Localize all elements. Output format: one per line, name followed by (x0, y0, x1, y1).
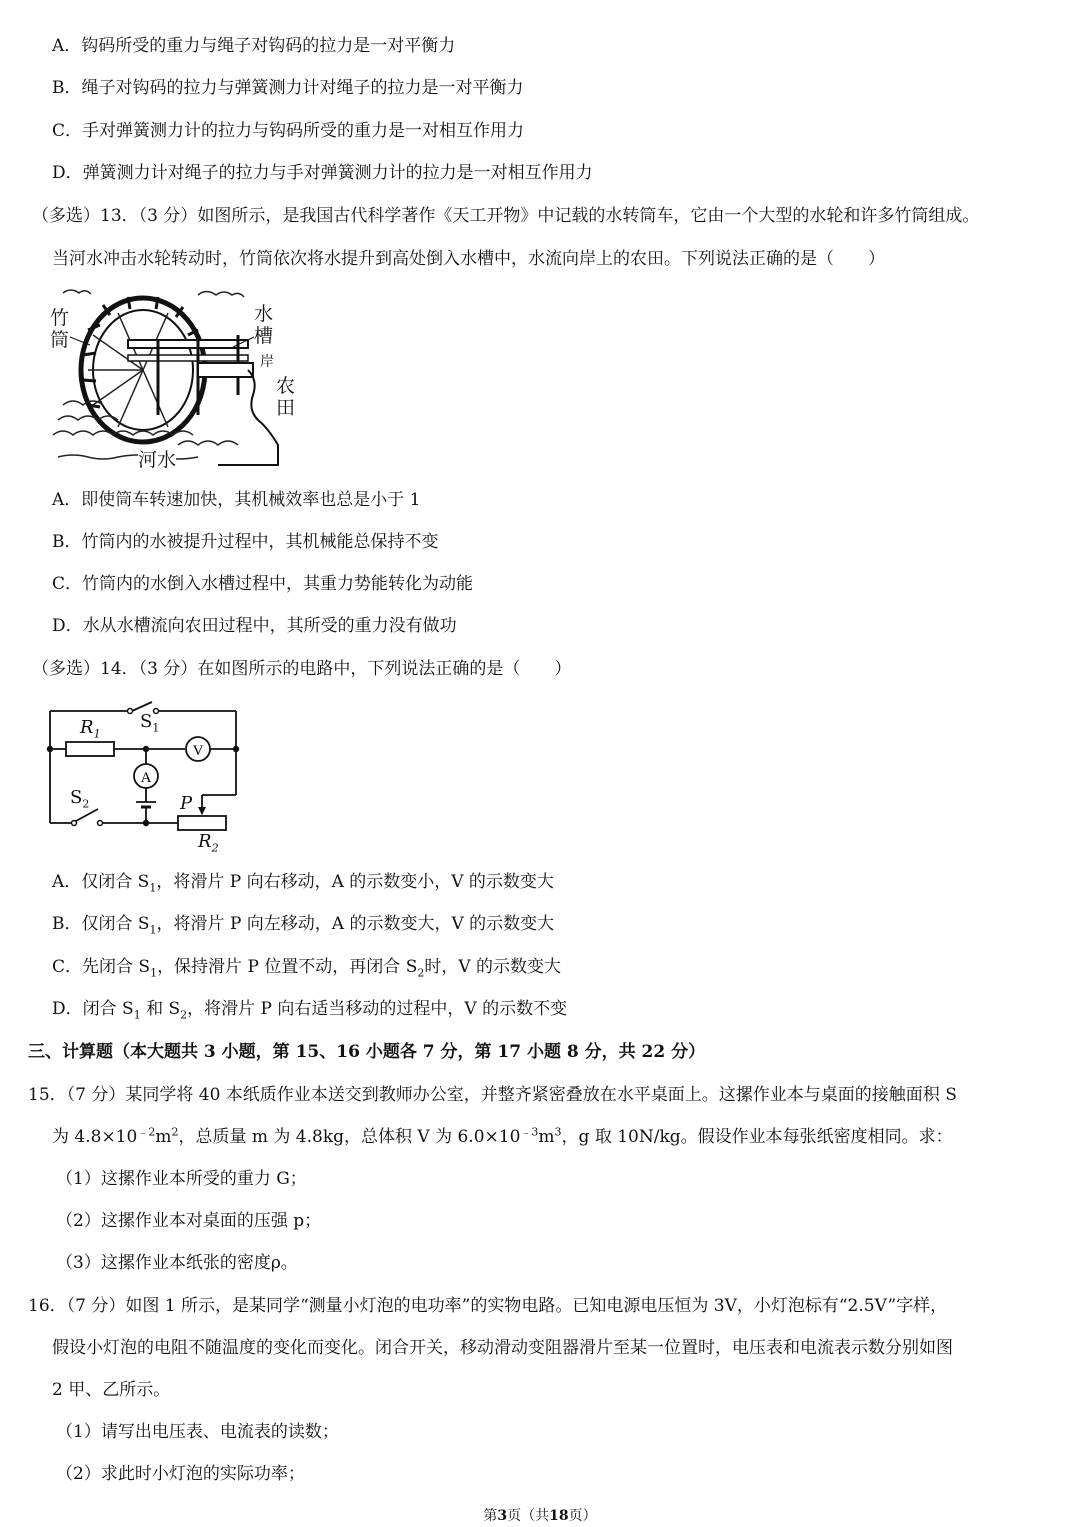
q13-stem-line2: 当河水冲击水轮转动时，竹筒依次将水提升到高处倒入水槽中，水流向岸上的农田。下列说法正确的是（ ） (52, 249, 885, 269)
page-footer: 第3页（共18页） (483, 1508, 597, 1524)
q14-option-d: D．闭合 $S_1$ 和 $S_2$，将滑片 P 向右适当移动的过程中，V 的示数不变 (52, 999, 568, 1022)
water-wheel-figure (48, 285, 298, 470)
ammeter-symbol: A (140, 770, 152, 786)
q16-sub-2: （2）求此时小灯泡的实际功率； (56, 1464, 305, 1484)
q12-option-c: C．手对弹簧测力计的拉力与钩码所受的重力是一对相互作用力 (52, 121, 525, 141)
label-bamboo: 竹筒 (50, 307, 70, 351)
label-trough: 水槽 (254, 303, 274, 347)
q14-option-c: C．先闭合 $S_1$，保持滑片 P 位置不动，再闭合 $S_2$时，V 的示数变大 (52, 957, 562, 980)
q15-line2: 为 $4.8\times 10^{﹣2}m^2$，总质量 m 为 4.8kg，总体积 V 为 $6.0\times 10^{﹣3}m^3$，g 取 10N/kg。假设作业本每张纸密度相同。求： (52, 1125, 953, 1147)
label-s2: $S_2$ (70, 787, 90, 811)
q12-option-b: B．绳子对钩码的拉力与弹簧测力计对绳子的拉力是一对平衡力 (52, 78, 524, 98)
label-r2: $R_2$ (198, 831, 219, 855)
label-p: P (180, 793, 193, 814)
q16-sub-1: （1）请写出电压表、电流表的读数； (56, 1422, 339, 1442)
q16-line3: 2 甲、乙所示。 (52, 1380, 171, 1400)
q15-line1: 15．（7 分）某同学将 40 本纸质作业本送交到教师办公室，并整齐紧密叠放在水平桌面上。这摞作业本与桌面的接触面积 S (28, 1085, 957, 1105)
q12-option-d: D．弹簧测力计对绳子的拉力与手对弹簧测力计的拉力是一对相互作用力 (52, 163, 593, 183)
q13-option-b: B．竹筒内的水被提升过程中，其机械能总保持不变 (52, 532, 439, 552)
q15-sub-2: （2）这摞作业本对桌面的压强 p； (56, 1211, 322, 1231)
q16-line1: 16．（7 分）如图 1 所示，是某同学“测量小灯泡的电功率”的实物电路。已知电源电压恒为 3V，小灯泡标有“2.5V”字样， (28, 1296, 948, 1316)
voltmeter-symbol: V (192, 743, 204, 759)
label-r1: $R_1$ (80, 717, 101, 741)
q15-sub-1: （1）这摞作业本所受的重力 G； (56, 1169, 307, 1189)
q16-line2: 假设小灯泡的电阻不随温度的变化而变化。闭合开关，移动滑动变阻器滑片至某一位置时，电压表和电流表示数分别如图 (52, 1338, 953, 1358)
label-s1: $S_1$ (140, 711, 160, 735)
label-field: 农田 (276, 375, 296, 419)
q14-option-b: B．仅闭合 $S_1$，将滑片 P 向左移动，A 的示数变大，V 的示数变大 (52, 914, 555, 937)
q12-option-a: A．钩码所受的重力与绳子对钩码的拉力是一对平衡力 (52, 36, 456, 56)
q13-option-d: D．水从水槽流向农田过程中，其所受的重力没有做功 (52, 616, 457, 636)
section-3-title: 三、计算题（本大题共 3 小题，第 15、16 小题各 7 分，第 17 小题 8 分，共 22 分） (28, 1042, 706, 1062)
label-bank: 岸 (260, 354, 274, 370)
label-river: 河水 (138, 445, 176, 472)
q13-option-a: A．即使筒车转速加快，其机械效率也总是小于 1 (52, 490, 421, 510)
q14-option-a: A．仅闭合 $S_1$，将滑片 P 向右移动，A 的示数变小，V 的示数变大 (52, 872, 554, 895)
circuit-diagram (40, 697, 250, 862)
q13-stem-line1: （多选）13．（3 分）如图所示，是我国古代科学著作《天工开物》中记载的水转筒车，它由一个大型的水轮和许多竹筒组成。 (32, 206, 980, 226)
q14-stem: （多选）14．（3 分）在如图所示的电路中，下列说法正确的是（ ） (32, 659, 572, 679)
q13-option-c: C．竹筒内的水倒入水槽过程中，其重力势能转化为动能 (52, 574, 474, 594)
q15-sub-3: （3）这摞作业本纸张的密度ρ。 (56, 1253, 298, 1273)
